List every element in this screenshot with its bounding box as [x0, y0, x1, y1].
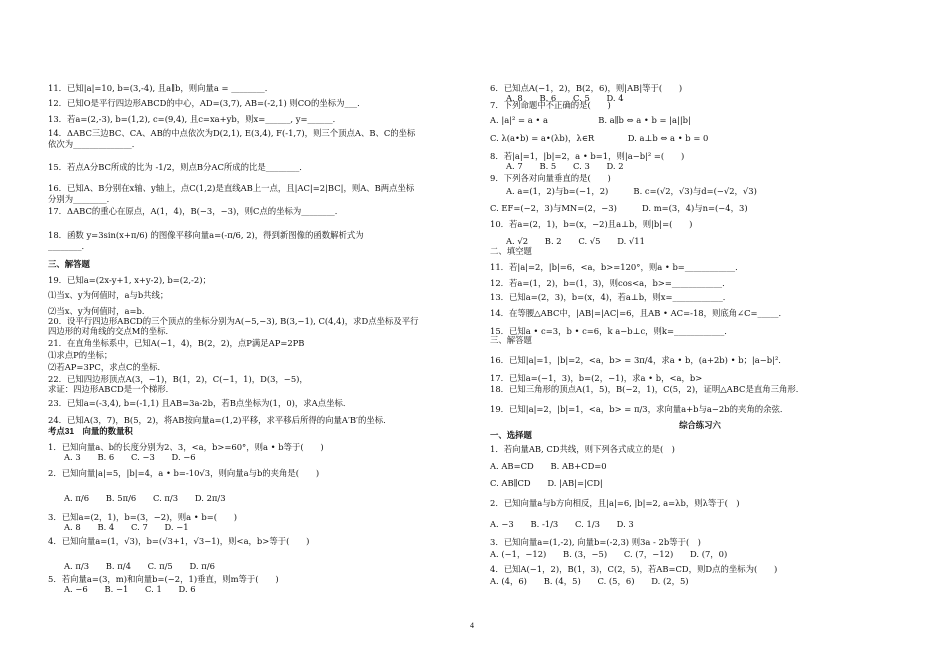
text-line: 19．已知|a|=2，|b|=1，<a，b> = π/3，求向量a+b与a−2b的夹角的余弦． — [490, 404, 789, 414]
text-line: 4．已知向量a=(1，√3)，b=(√3+1，√3−1)，则<a，b>等于( ) — [48, 536, 310, 546]
text-line: A. 3 B. 6 C. −3 D. −6 — [64, 452, 196, 462]
text-line: ⑵当x、y为何值时，a=b． — [48, 306, 151, 316]
text-line: A. π/6 B. 5π/6 C. π/3 D. 2π/3 — [64, 493, 226, 503]
text-line: 18．已知三角形的顶点A(1，5)，B(−2，1)，C(5，2)，证明△ABC是直角三角形． — [490, 384, 805, 394]
text-line: 8．若|a|=1，|b|=2，a • b=1，则|a−b|² =( ) — [490, 151, 685, 161]
text-line: 1．若向量AB, CD共线，则下列各式成立的是( ) — [490, 444, 675, 454]
text-line: 15．若点A分BC所成的比为 -1/2，则点B分AC所成的比是________． — [48, 162, 308, 172]
text-line: 综合练习六 — [679, 420, 721, 430]
text-line: 17．已知a=(−1，3)，b=(2，−1)，求a • b，<a，b> — [490, 373, 703, 383]
page-number: 4 — [470, 621, 474, 630]
text-line: 11．若|a|=2，|b|=6，<a，b>=120°，则a • b=____________． — [490, 262, 744, 272]
text-line: C. AB∥CD D. |AB|=|CD| — [490, 478, 603, 488]
text-line: A. √2 B. 2 C. √5 D. √11 — [506, 236, 645, 246]
text-line: 3．已知向量a=(1,-2), 向量b=(-2,3) 则3a - 2b等于( ) — [490, 537, 701, 547]
text-line: A. AB=CD B. AB+CD=0 — [490, 461, 607, 471]
text-line: 2．已知向量|a|=5，|b|=4，a • b=-10√3，则向量a与b的夹角是( ) — [48, 468, 320, 478]
text-line: 考点31 向量的数量积 — [48, 426, 133, 436]
text-line: 23．已知a=(-3,4), b=(-1,1) 且AB=3a-2b，若B点坐标为(1，0)，求A点坐标． — [48, 398, 352, 408]
text-line: ⑵若AP=3PC，求点C的坐标． — [48, 362, 166, 372]
text-line: ⑴求点P的坐标； — [48, 350, 113, 360]
text-line: 11．已知|a|=10, b=(3,-4), 且a∥b，则向量a = ________． — [48, 83, 274, 93]
text-line: 12．若a=(1，2)，b=(1，3)，则cos<a，b>=____________． — [490, 278, 731, 288]
text-line: A. (4，6) B. (4，5) C. (5，6) D. (2，5) — [490, 576, 689, 586]
text-line: C. EF=(−2，3)与MN=(2，−3) D. m=(3，4)与n=(−4，3) — [490, 203, 748, 213]
text-line: 3．已知a=(2，1)，b=(3，−2)，则a • b=( ) — [48, 512, 238, 522]
text-line: 12．已知O是平行四边形ABCD的中心，AD=(3,7), AB=(-2,1) 则CO的坐标为___． — [48, 98, 366, 108]
text-line: 依次为______________． — [48, 139, 141, 149]
text-line: 13．若a=(2,-3), b=(1,2), c=(9,4), 且c=xa+yb，则x=______, y=______． — [48, 114, 341, 124]
text-line: 15．已知a • c=3，b • c=6，k a−b⊥c，则k=____________． — [490, 326, 733, 336]
text-line: 7．下列命题中不正确的是( ) — [490, 100, 611, 110]
text-line: 16．已知A、B分别在x轴、y轴上，点C(1,2)是直线AB上一点，且|AC|=2|BC|，则A、B两点坐标 — [48, 183, 415, 193]
text-line: 三、解答题 — [48, 259, 90, 269]
text-line: A. 8 B. 6 C. 5 D. 4 — [506, 93, 624, 103]
text-line: 19．已知a=(2x-y+1, x+y-2), b=(2,-2)； — [48, 275, 211, 285]
text-line: A. 7 B. 5 C. 3 D. 2 — [506, 161, 624, 171]
text-line: 17．ΔABC的重心在原点，A(1，4)，B(−3，−3)，则C点的坐标为________． — [48, 206, 344, 216]
text-line: A. |a|² = a • a B. a∥b ⇔ a • b = |a||b| — [490, 115, 691, 125]
text-line: 10．若a=(2，1)，b=(x，−2)且a⊥b，则|b|=( ) — [490, 219, 693, 229]
text-line: 21．在直角坐标系中，已知A(−1，4)，B(2，2)，点P满足AP=2PB — [48, 338, 305, 348]
text-line: 14．在等腰△ABC中，|AB|=|AC|=6，且AB • AC=-18，则底角∠C=_____． — [490, 308, 787, 318]
text-line: 1．已知向量a、b的长度分别为2、3，<a，b>=60°，则a • b等于( ) — [48, 442, 324, 452]
text-line: 24．已知A(3，7)，B(5，2)，将AB按向量a=(1,2)平移，求平移后所得的向量A′B′的坐标． — [48, 415, 392, 425]
text-line: 5．若向量a=(3，m)和向量b=(−2，1)垂直，则m等于( ) — [48, 574, 279, 584]
text-line: 4．已知A(−1，2)，B(1，3)，C(2，5)，若AB=CD，则D点的坐标为( ) — [490, 564, 778, 574]
text-line: 2．已知向量a与b方向相反，且|a|=6, |b|=2, a=λb，则λ等于( ) — [490, 498, 740, 508]
text-line: 求证：四边形ABCD是一个梯形． — [48, 384, 174, 394]
text-line: 二、填空题 — [490, 246, 532, 256]
text-line: A. π/3 B. π/4 C. π/5 D. π/6 — [64, 561, 215, 571]
text-line: 分别为________． — [48, 194, 115, 204]
text-line: C. λ(a•b) = a•(λb)，λ∈R D. a⊥b ⇔ a • b = 0 — [490, 133, 709, 143]
text-line: ________． — [48, 241, 90, 251]
text-line: 20．设平行四边形ABCD的三个顶点的坐标分别为A(−5,−3), B(3,−1), C(4,4)，求D点坐标及平行 — [48, 316, 419, 326]
text-line: A. −6 B. −1 C. 1 D. 6 — [64, 584, 196, 594]
text-line: A. 8 B. 4 C. 7 D. −1 — [64, 522, 189, 532]
text-line: A. (−1，−12) B. (3，−5) C. (7，−12) D. (7，0) — [490, 549, 728, 559]
text-line: 22．已知四边形顶点A(3，−1)，B(1，2)，C(−1，1)，D(3，−5)， — [48, 374, 308, 384]
text-line: 一、选择题 — [490, 430, 532, 440]
text-line: 13．已知a=(2，3)，b=(x，4)，若a⊥b，则x=____________． — [490, 292, 732, 302]
text-line: A. −3 B. -1/3 C. 1/3 D. 3 — [490, 519, 634, 529]
text-line: A. a=(1，2)与b=(−1，2) B. c=(√2，√3)与d=(−√2，√3) — [506, 186, 757, 196]
text-line: 9．下列各对向量垂直的是( ) — [490, 173, 611, 183]
text-line: 6．已知点A(−1，2)，B(2，6)，则|AB|等于( ) — [490, 83, 683, 93]
text-line: 三、解答题 — [490, 335, 532, 345]
text-line: 14．ΔABC三边BC、CA、AB的中点依次为D(2,1), E(3,4), F(-1,7)，则三个顶点A、B、C的坐标 — [48, 128, 416, 138]
text-line: ⑴当x、y为何值时，a与b共线； — [48, 290, 169, 300]
text-line: 四边形的对角线的交点M的坐标． — [48, 326, 174, 336]
text-line: 16．已知|a|=1，|b|=2，<a，b> = 3π/4，求a • b，(a+2b) • b；|a−b|²． — [490, 355, 787, 365]
text-line: 18．函数 y=3sin(x+π/6) 的图像平移向量a=(-π/6, 2)，得到新图像的函数解析式为 — [48, 230, 364, 240]
